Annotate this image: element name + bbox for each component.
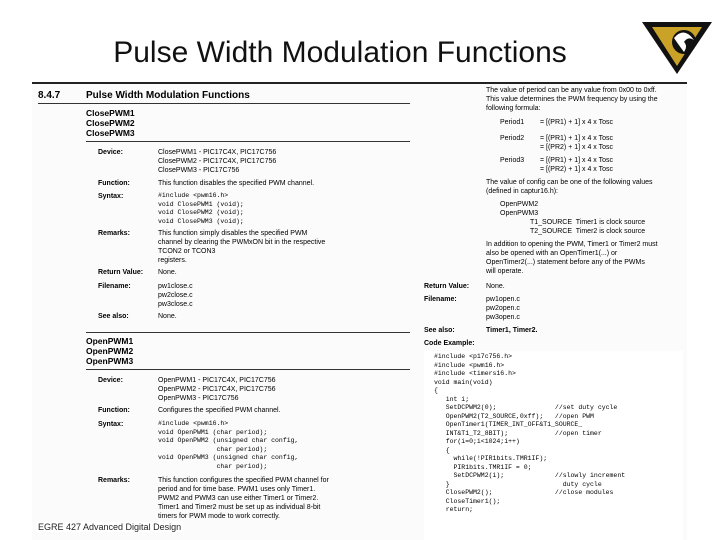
divider [86,332,410,333]
divider [86,369,410,370]
filename-label: Filename: [98,283,131,290]
config-names: OpenPWM2 OpenPWM3 [500,201,539,217]
formula-value: = [(PR1) + 1] x 4 x Tosc = [(PR2) + 1] x 4 x Tosc [540,135,614,151]
syntax-label: Syntax: [98,421,124,428]
remarks-value: This function configures the specified PWM channel for period and for time base. PWM1 uses only Timer1. PWM2 and PWM3 can use either Timer1 or Timer2. Timer1 and Timer2 must be set up as individual 8-bit timers for PWM mode to work correctly. [158,477,329,520]
seealso-label: See also: [424,327,455,334]
syntax-code: #include <pwm16.h> void OpenPWM1 (char period); void OpenPWM2 (unsigned char config, char period); void OpenPWM3 (unsigned char config, char period); [158,420,299,470]
remarks-label: Remarks: [98,477,130,484]
formula-name: Period1 [500,119,525,126]
close-function-names [86,108,135,138]
section-title: Pulse Width Modulation Functions [86,90,250,101]
function-name: OpenPWM2 [86,346,134,356]
remarks-value: This function simply disables the specified PWM channel by clearing the PWMxON bit in the respective TCON2 or TCON3 registers. [158,230,326,264]
config-values: T1_SOURCE Timer1 is clock source T2_SOURCE Timer2 is clock source [530,219,646,235]
section-rule [38,103,410,104]
vcu-ram-logo [640,18,714,76]
function-value: This function disables the specified PWM channel. [158,180,315,187]
divider [86,141,410,142]
seealso-value: Timer1, Timer2. [486,327,538,334]
device-value: ClosePWM1 - PIC17C4X, PIC17C756 ClosePWM2 - PIC17C4X, PIC17C756 ClosePWM3 - PIC17C756 [158,149,277,174]
addition-note: In addition to opening the PWM, Timer1 or Timer2 must also be opened with an OpenTimer1(...) or OpenTimer2(...) statement before any of the PWMs will operate. [486,241,658,275]
filename-value: pw1open.c pw2open.c pw3open.c [486,296,520,321]
function-label: Function: [98,180,130,187]
function-name: OpenPWM1 [86,336,134,346]
syntax-label: Syntax: [98,193,124,200]
config-intro: The value of config can be one of the following values (defined in captur16.h): [486,179,653,195]
function-name: ClosePWM1 [86,108,135,118]
formula-name: Period3 [500,157,525,164]
function-value: Configures the specified PWM channel. [158,407,281,414]
return-value: None. [486,283,505,290]
filename-value: pw1close.c pw2close.c pw3close.c [158,283,193,308]
filename-label: Filename: [424,296,457,303]
section-number: 8.4.7 [38,90,61,101]
return-label: Return Value: [424,283,470,290]
function-name: ClosePWM2 [86,118,135,128]
formula-name: Period2 [500,135,525,142]
code-example-label: Code Example: [424,340,475,347]
seealso-label: See also: [98,313,129,320]
return-label: Return Value: [98,269,144,276]
datasheet-page [32,84,687,540]
right-column [420,84,687,540]
code-lines: #include <p17c756.h> #include <pwm16.h> #include <timers16.h> void main(void) { int i; SetDCPWM2(0); //set duty cycle OpenPWM2(T2_SOURCE,0xff); //open PWM OpenTimer1(TIMER_INT_OFF&T1_SOURCE_ INT&T1_T2_8BIT); //open timer for(i=0;i<1024;i++) { while(!PIR1bits.TMR1IF); PIR1bits.TMR1IF = 0; SetDCPWM2(i); //slowly increment } duty cycle ClosePWM2(); //close modules CloseTimer1(); return; [434,353,626,513]
function-name: ClosePWM3 [86,128,135,138]
function-label: Function: [98,407,130,414]
slide-footer: EGRE 427 Advanced Digital Design [38,522,182,532]
period-intro: The value of period can be any value from 0x00 to 0xff. This value determines the PWM frequency by using the following formula: [486,87,658,112]
left-column [32,84,417,540]
formula-value: = [(PR1) + 1] x 4 x Tosc = [(PR2) + 1] x 4 x Tosc [540,157,614,173]
function-name: OpenPWM3 [86,356,134,366]
seealso-value: None. [158,313,177,320]
syntax-code: #include <pwm16.h> void ClosePWM1 (void); void ClosePWM2 (void); void ClosePWM3 (void); [158,192,244,225]
device-value: OpenPWM1 - PIC17C4X, PIC17C756 OpenPWM2 - PIC17C4X, PIC17C756 OpenPWM3 - PIC17C756 [158,377,276,402]
code-example [424,351,683,540]
open-function-names [86,336,133,366]
device-label: Device: [98,377,123,384]
return-value: None. [158,269,177,276]
device-label: Device: [98,149,123,156]
formula-value: = [(PR1) + 1] x 4 x Tosc [540,119,614,126]
remarks-label: Remarks: [98,230,130,237]
slide-title: Pulse Width Modulation Functions [113,36,567,69]
